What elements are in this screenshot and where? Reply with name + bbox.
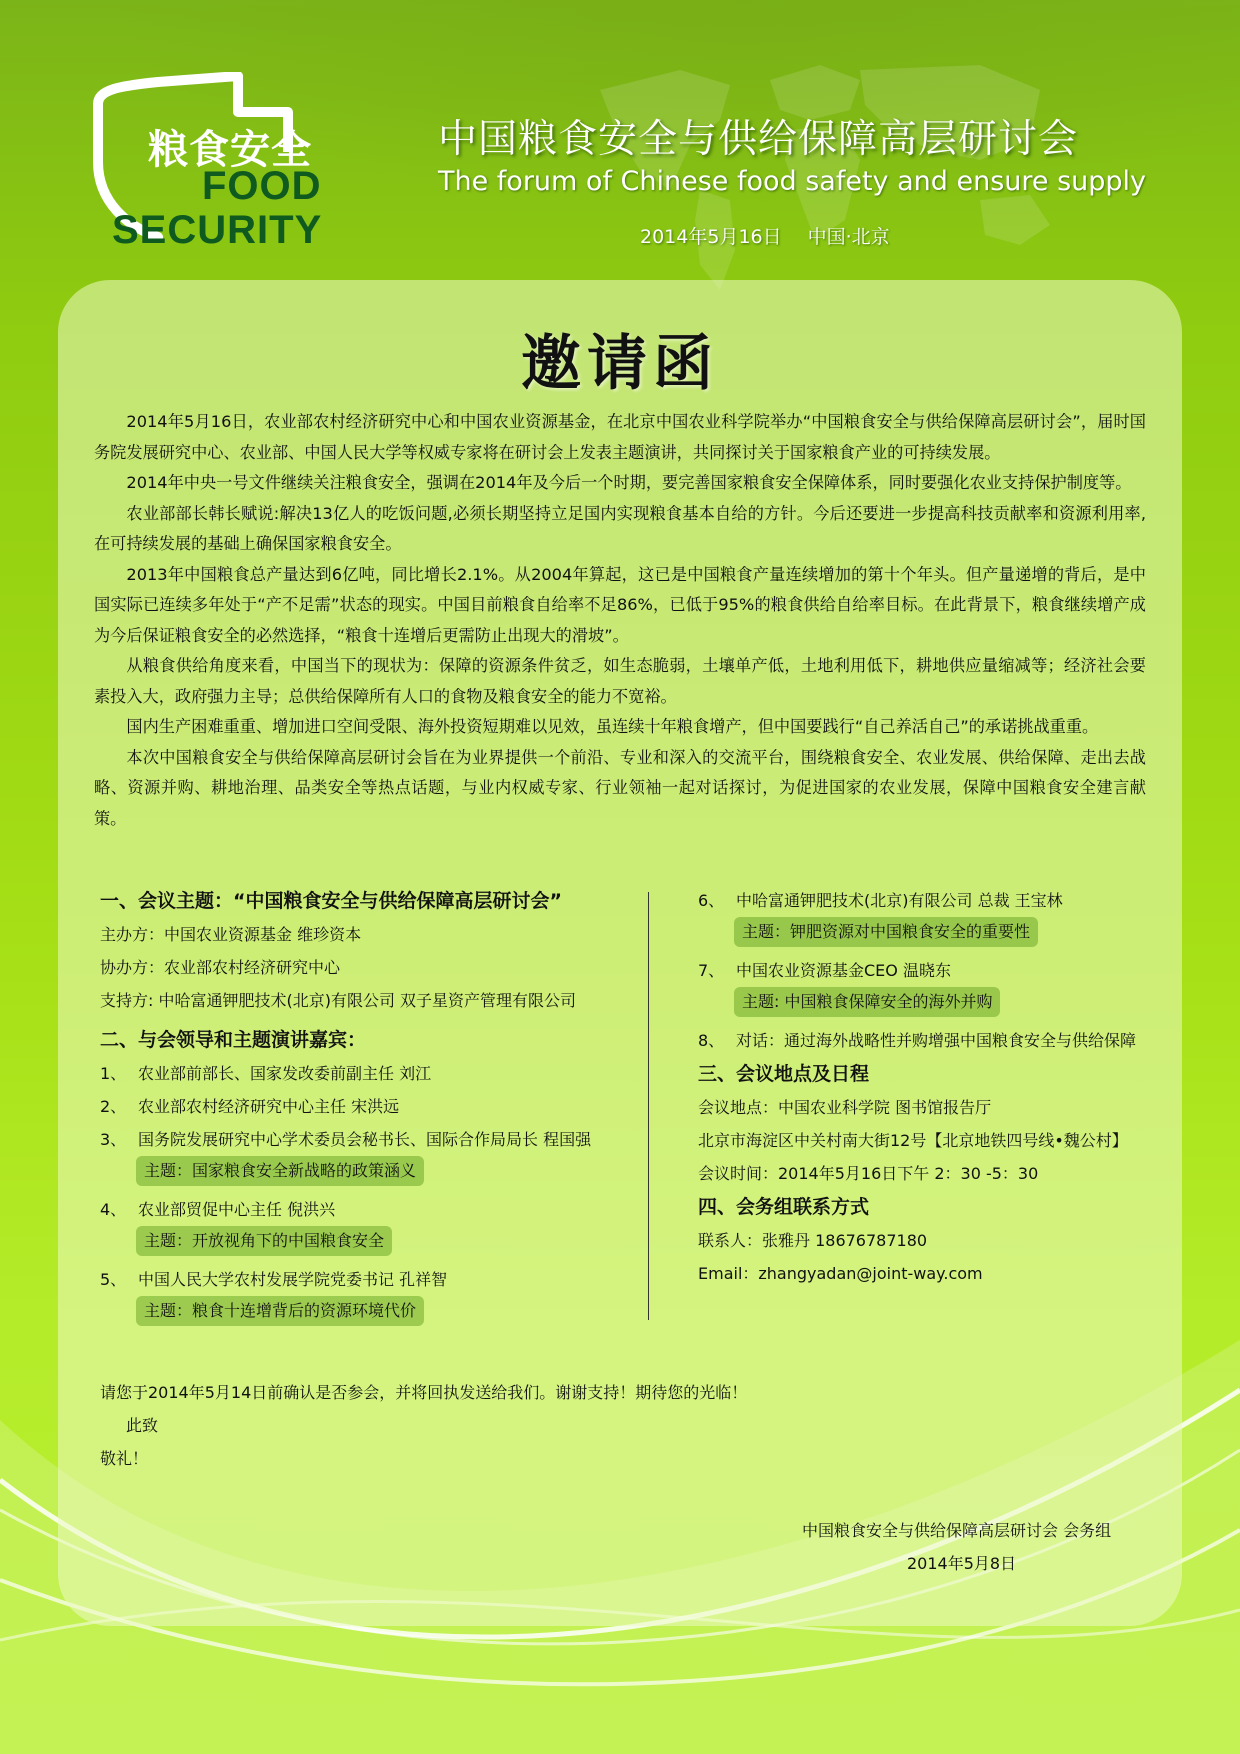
- speech-theme-badge: 主题：钾肥资源对中国粮食安全的重要性: [734, 917, 1038, 947]
- address-line: 北京市海淀区中关村南大街12号【北京地铁四号线•魏公村】: [698, 1131, 1128, 1150]
- speaker-name: 农业部前部长、国家发改委前副主任 刘江: [138, 1064, 432, 1083]
- host-line: 主办方：中国农业资源基金 维珍资本: [100, 925, 362, 944]
- logo-chinese-text: 粮食安全: [148, 126, 312, 173]
- forum-location: 中国·北京: [807, 226, 890, 248]
- intro-paragraph: 国内生产困难重重、增加进口空间受限、海外投资短期难以见效，虽连续十年粮食增产，但中国要践行“自己养活自己”的承诺挑战重重。: [126, 717, 1099, 736]
- speech-theme-row: [100, 1296, 640, 1333]
- speaker-name: 中哈富通钾肥技术(北京)有限公司 总裁 王宝林: [736, 891, 1063, 910]
- dialogue-topic: 对话：通过海外战略性并购增强中国粮食安全与供给保障: [736, 1031, 1137, 1050]
- section-speakers-heading: 二、与会领导和主题演讲嘉宾：: [100, 1029, 367, 1051]
- supporter-line: 支持方: 中哈富通钾肥技术(北京)有限公司 双子星资产管理有限公司: [100, 991, 577, 1010]
- salutation-line-1: 此致: [126, 1416, 159, 1435]
- speaker-number: 5、: [100, 1270, 127, 1289]
- speaker-item: [100, 1057, 640, 1090]
- speech-theme-badge: 主题：国家粮食安全新战略的政策涵义: [136, 1156, 424, 1186]
- forum-date-location: [640, 222, 890, 249]
- speaker-name: 农业部贸促中心主任 倪洪兴: [138, 1200, 336, 1219]
- speaker-name: 国务院发展研究中心学术委员会秘书长、国际合作局局长 程国强: [138, 1130, 592, 1149]
- intro-paragraph: 农业部部长韩长赋说:解决13亿人的吃饭问题,必须长期坚持立足国内实现粮食基本自给的方针。今后还要进一步提高科技贡献率和资源利用率,在可持续发展的基础上确保国家粮食安全。: [94, 503, 1146, 553]
- intro-paragraph: 从粮食供给角度来看，中国当下的现状为：保障的资源条件贫乏，如生态脆弱，土壤单产低，土地利用低下，耕地供应量缩减等；经济社会要素投入大，政府强力主导；总供给保障所有人口的食物及粮食安全的能力不宽裕。: [94, 656, 1146, 706]
- speech-theme-row: [698, 987, 1178, 1024]
- speech-theme-row: [100, 1226, 640, 1263]
- meeting-time-line: 会议时间：2014年5月16日下午 2：30 -5：30: [698, 1164, 1039, 1183]
- signature-block: [802, 1514, 1111, 1580]
- venue-line: 会议地点：中国农业科学院 图书馆报告厅: [698, 1098, 992, 1117]
- speech-theme-badge: 主题：粮食十连增背后的资源环境代价: [136, 1296, 424, 1326]
- speaker-number: 3、: [100, 1130, 127, 1149]
- logo-security-text: SECURITY: [112, 208, 323, 252]
- speaker-name: 中国人民大学农村发展学院党委书记 孔祥智: [138, 1270, 448, 1289]
- speaker-number: 4、: [100, 1200, 127, 1219]
- speaker-item: [100, 1123, 640, 1156]
- speech-theme-row: [698, 917, 1178, 954]
- speaker-name: 中国农业资源基金CEO 温晓东: [736, 961, 951, 980]
- speech-theme-badge: 主题: 中国粮食保障安全的海外并购: [734, 987, 1000, 1017]
- rsvp-request: 请您于2014年5月14日前确认是否参会，并将回执发送给我们。谢谢支持！期待您的光临！: [100, 1383, 748, 1402]
- salutation-line-2: 敬礼！: [100, 1449, 149, 1468]
- closing-block: [100, 1376, 747, 1475]
- logo-food-text: FOOD: [202, 164, 322, 208]
- speaker-item: [100, 1193, 640, 1226]
- speech-theme-badge: 主题：开放视角下的中国粮食安全: [136, 1226, 392, 1256]
- forum-date: 2014年5月16日: [640, 226, 782, 248]
- signature-org: 中国粮食安全与供给保障高层研讨会 会务组: [802, 1521, 1112, 1540]
- invitation-body: [94, 407, 1146, 834]
- speaker-number: 7、: [698, 961, 725, 980]
- intro-paragraph: 2014年中央一号文件继续关注粮食安全，强调在2014年及今后一个时期，要完善国家粮食安全保障体系，同时要强化农业支持保护制度等。: [126, 473, 1132, 492]
- forum-subtitle: The forum of Chinese food safety and ensure supply: [438, 166, 1147, 197]
- speech-theme-row: [100, 1156, 640, 1193]
- left-column: [100, 884, 640, 1333]
- speaker-item: [698, 884, 1178, 917]
- forum-title: 中国粮食安全与供给保障高层研讨会: [438, 117, 1079, 162]
- speaker-item: [698, 1024, 1178, 1057]
- column-divider: [648, 892, 649, 1320]
- speaker-number: 1、: [100, 1064, 127, 1083]
- speaker-item: [100, 1263, 640, 1296]
- speaker-item: [698, 954, 1178, 987]
- speaker-item: [100, 1090, 640, 1123]
- speaker-number: 6、: [698, 891, 725, 910]
- speaker-number: 2、: [100, 1097, 127, 1116]
- right-column: [698, 884, 1178, 1290]
- email-line[interactable]: Email：zhangyadan@joint-way.com: [698, 1264, 983, 1283]
- speaker-number: 8、: [698, 1031, 725, 1050]
- section-theme-heading: 一、会议主题：“中国粮食安全与供给保障高层研讨会”: [100, 890, 562, 912]
- co-host-line: 协办方：农业部农村经济研究中心: [100, 958, 341, 977]
- contact-person-line: 联系人：张雅丹 18676787180: [698, 1231, 928, 1250]
- signature-date: 2014年5月8日: [907, 1554, 1017, 1573]
- intro-paragraph: 本次中国粮食安全与供给保障高层研讨会旨在为业界提供一个前沿、专业和深入的交流平台，围绕粮食安全、农业发展、供给保障、走出去战略、资源并购、耕地治理、品类安全等热点话题，与业内权威专家、行业领袖一起对话探讨，为促进国家的农业发展，保障中国粮食安全建言献策。: [94, 747, 1146, 828]
- speaker-name: 农业部农村经济研究中心主任 宋洪远: [138, 1097, 400, 1116]
- section-venue-heading: 三、会议地点及日程: [698, 1063, 870, 1085]
- intro-paragraph: 2013年中国粮食总产量达到6亿吨，同比增长2.1%。从2004年算起，这已是中国粮食产量连续增加的第十个年头。但产量递增的背后，是中国实际已连续多年处于“产不足需”状态的现实。中国目前粮食自给率不足86%，已低于95%的粮食供给自给率目标。在此背景下，粮食继续增产成为今后保证粮食安全的必然选择，“粮食十连增后更需防止出现大的滑坡”。: [94, 564, 1146, 645]
- invitation-title: 邀请函: [521, 329, 719, 399]
- intro-paragraph: 2014年5月16日，农业部农村经济研究中心和中国农业资源基金，在北京中国农业科学院举办“中国粮食安全与供给保障高层研讨会”，届时国务院发展研究中心、农业部、中国人民大学等权威专家将在研讨会上发表主题演讲，共同探讨关于国家粮食产业的可持续发展。: [94, 412, 1146, 462]
- section-contact-heading: 四、会务组联系方式: [698, 1196, 870, 1218]
